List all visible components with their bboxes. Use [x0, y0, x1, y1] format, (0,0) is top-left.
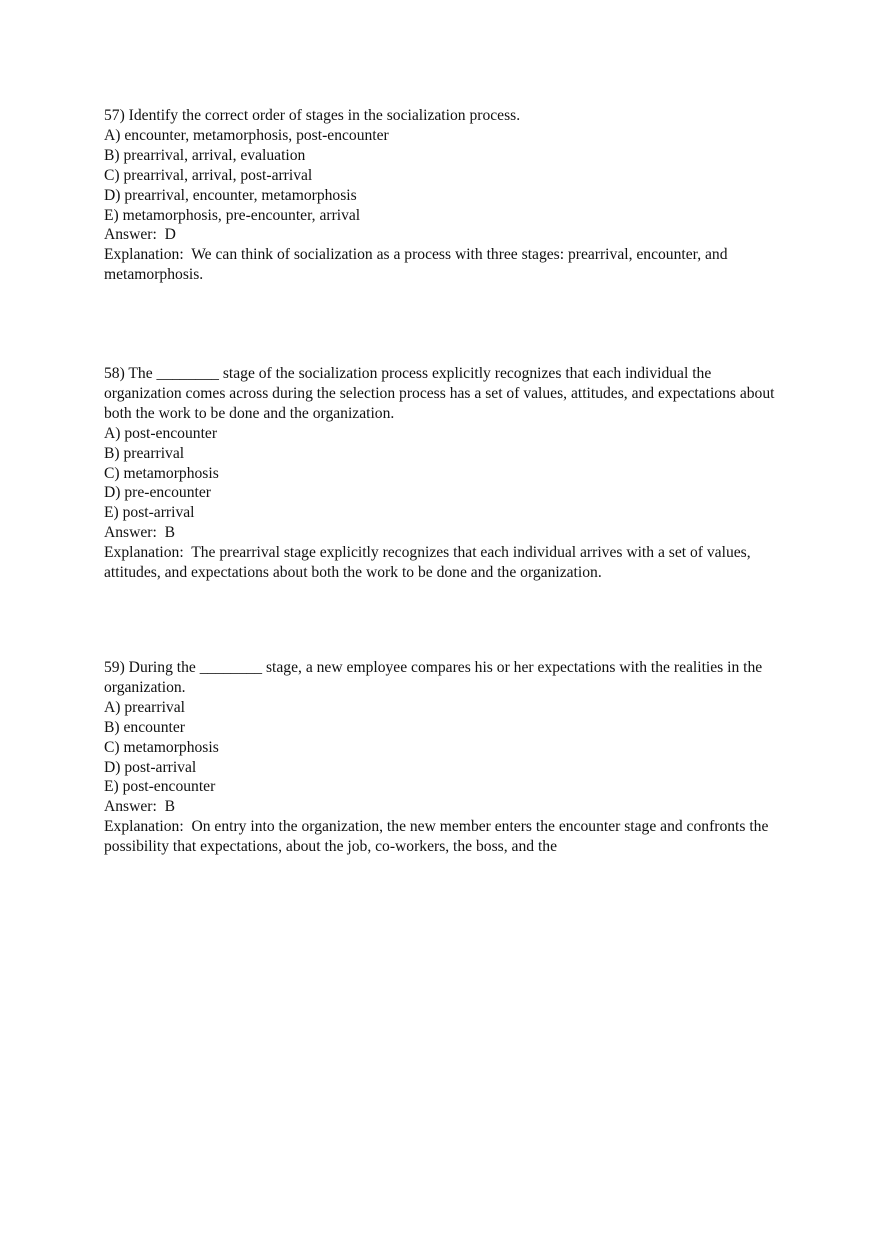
answer-option-e: E) metamorphosis, pre-encounter, arrival [104, 206, 361, 224]
answer-option-e: E) post-arrival [104, 504, 195, 522]
question-stem: 57) Identify the correct order of stages in the socialization process. [104, 107, 521, 124]
explanation-text: Explanation: We can think of socialization as a process with three stages: prearrival, encounter, and metamorphosis. [104, 246, 732, 284]
answer-key: Answer: B [104, 524, 176, 542]
answer-option-c: C) metamorphosis [104, 738, 219, 756]
answer-option-e: E) post-encounter [104, 778, 216, 796]
answer-option-a: A) post-encounter [104, 424, 218, 442]
answer-key: Answer: D [104, 226, 176, 244]
question-59 [104, 658, 784, 857]
answer-option-b: B) encounter [104, 718, 185, 736]
question-57 [104, 106, 784, 285]
answer-option-b: B) prearrival, arrival, evaluation [104, 146, 306, 164]
explanation-text: Explanation: The prearrival stage explicitly recognizes that each individual arrives with a set of values, attitudes, and expectations about both the work to be done and the organization. [104, 544, 755, 582]
answer-key: Answer: B [104, 798, 176, 816]
explanation-text: Explanation: On entry into the organization, the new member enters the encounter stage and confronts the possibility that expectations, about the job, co-workers, the boss, and the [104, 818, 773, 856]
answer-option-c: C) prearrival, arrival, post-arrival [104, 166, 313, 184]
answer-option-a: A) prearrival [104, 698, 185, 716]
answer-option-a: A) encounter, metamorphosis, post-encounter [104, 126, 389, 144]
question-stem: 58) The ________ stage of the socialization process explicitly recognizes that each individual the organization comes across during the selection process has a set of values, attitudes, and expectations about both the work to be done and the organization. [104, 365, 779, 422]
question-58 [104, 364, 784, 583]
answer-option-d: D) post-arrival [104, 758, 197, 776]
answer-option-d: D) prearrival, encounter, metamorphosis [104, 186, 357, 204]
answer-option-d: D) pre-encounter [104, 484, 211, 502]
question-stem: 59) During the ________ stage, a new employee compares his or her expectations with the realities in the organization. [104, 659, 767, 696]
answer-option-c: C) metamorphosis [104, 464, 219, 482]
answer-option-b: B) prearrival [104, 444, 185, 462]
